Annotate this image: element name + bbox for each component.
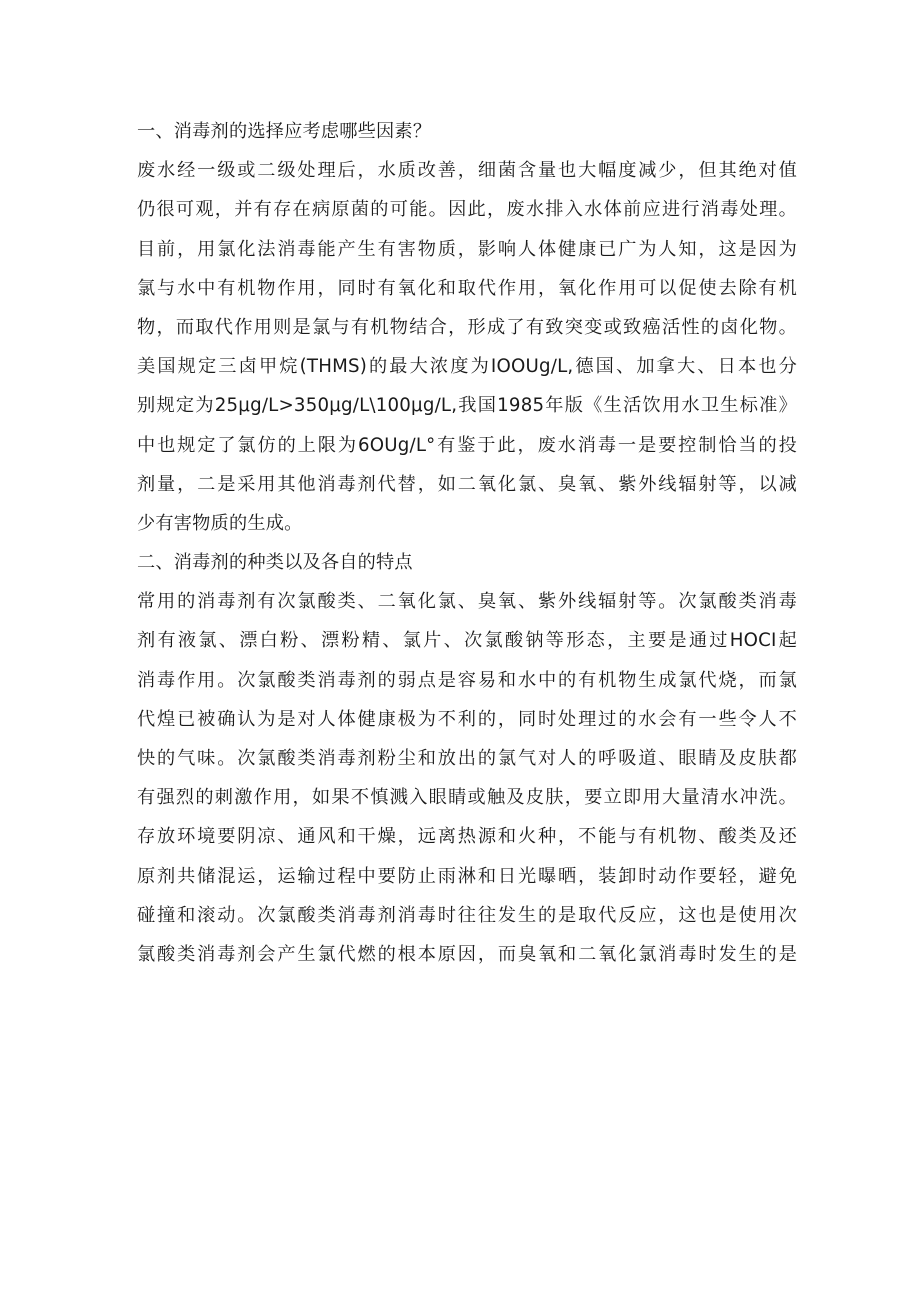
paragraph-line: 剂有液氯、漂白粉、漂粉精、氯片、次氯酸钠等形态，主要是通过HOCI起: [137, 630, 797, 652]
paragraph-line: 废水经一级或二级处理后，水质改善，细菌含量也大幅度减少，但其绝对值: [137, 160, 797, 182]
paragraph-line: 别规定为25μg∕L>350μg∕L\100μg∕L,我国1985年版《生活饮用水卫生标准》: [137, 395, 797, 417]
document-body: [137, 112, 797, 974]
paragraph-line: 代煌已被确认为是对人体健康极为不利的，同时处理过的水会有一些令人不: [137, 708, 797, 730]
paragraph-line: 常用的消毒剂有次氯酸类、二氧化氯、臭氧、紫外线辐射等。次氯酸类消毒: [137, 591, 797, 613]
section-2-heading: 二、消毒剂的种类以及各自的特点: [137, 552, 413, 574]
paragraph-line: 消毒作用。次氯酸类消毒剂的弱点是容易和水中的有机物生成氯代烧，而氯: [137, 669, 797, 691]
paragraph-line: 中也规定了氯仿的上限为6OUg∕L°有鉴于此，废水消毒一是要控制恰当的投: [137, 434, 797, 456]
paragraph-line-last: 少有害物质的生成。: [137, 512, 303, 534]
paragraph-line: 剂量，二是采用其他消毒剂代替，如二氧化氯、臭氧、紫外线辐射等，以减: [137, 473, 797, 495]
paragraph-line: 原剂共储混运，运输过程中要防止雨淋和日光曝晒，装卸时动作要轻，避免: [137, 865, 797, 887]
paragraph-line: 有强烈的刺激作用，如果不慎溅入眼睛或触及皮肤，要立即用大量清水冲洗。: [137, 787, 797, 809]
paragraph-line: 仍很可观，并有存在病原菌的可能。因此，废水排入水体前应进行消毒处理。: [137, 199, 797, 221]
paragraph-line: 存放环境要阴凉、通风和干燥，远离热源和火种，不能与有机物、酸类及还: [137, 826, 797, 848]
section-1-heading: 一、消毒剂的选择应考虑哪些因素？: [137, 121, 432, 142]
paragraph-line: 物，而取代作用则是氯与有机物结合，形成了有致突变或致癌活性的卤化物。: [137, 316, 797, 338]
paragraph-line: 快的气味。次氯酸类消毒剂粉尘和放出的氯气对人的呼吸道、眼睛及皮肤都: [137, 748, 797, 769]
paragraph-line: 氯酸类消毒剂会产生氯代燃的根本原因，而臭氧和二氧化氯消毒时发生的是: [137, 943, 797, 965]
paragraph-line: 目前，用氯化法消毒能产生有害物质，影响人体健康已广为人知，这是因为: [137, 238, 797, 260]
paragraph-line: 美国规定三卤甲烷(THMS)的最大浓度为IOOUg∕L,德国、加拿大、日本也分: [137, 356, 797, 378]
paragraph-line: 氯与水中有机物作用，同时有氧化和取代作用，氧化作用可以促使去除有机: [137, 277, 797, 299]
paragraph-line: 碰撞和滚动。次氯酸类消毒剂消毒时往往发生的是取代反应，这也是使用次: [137, 904, 797, 926]
